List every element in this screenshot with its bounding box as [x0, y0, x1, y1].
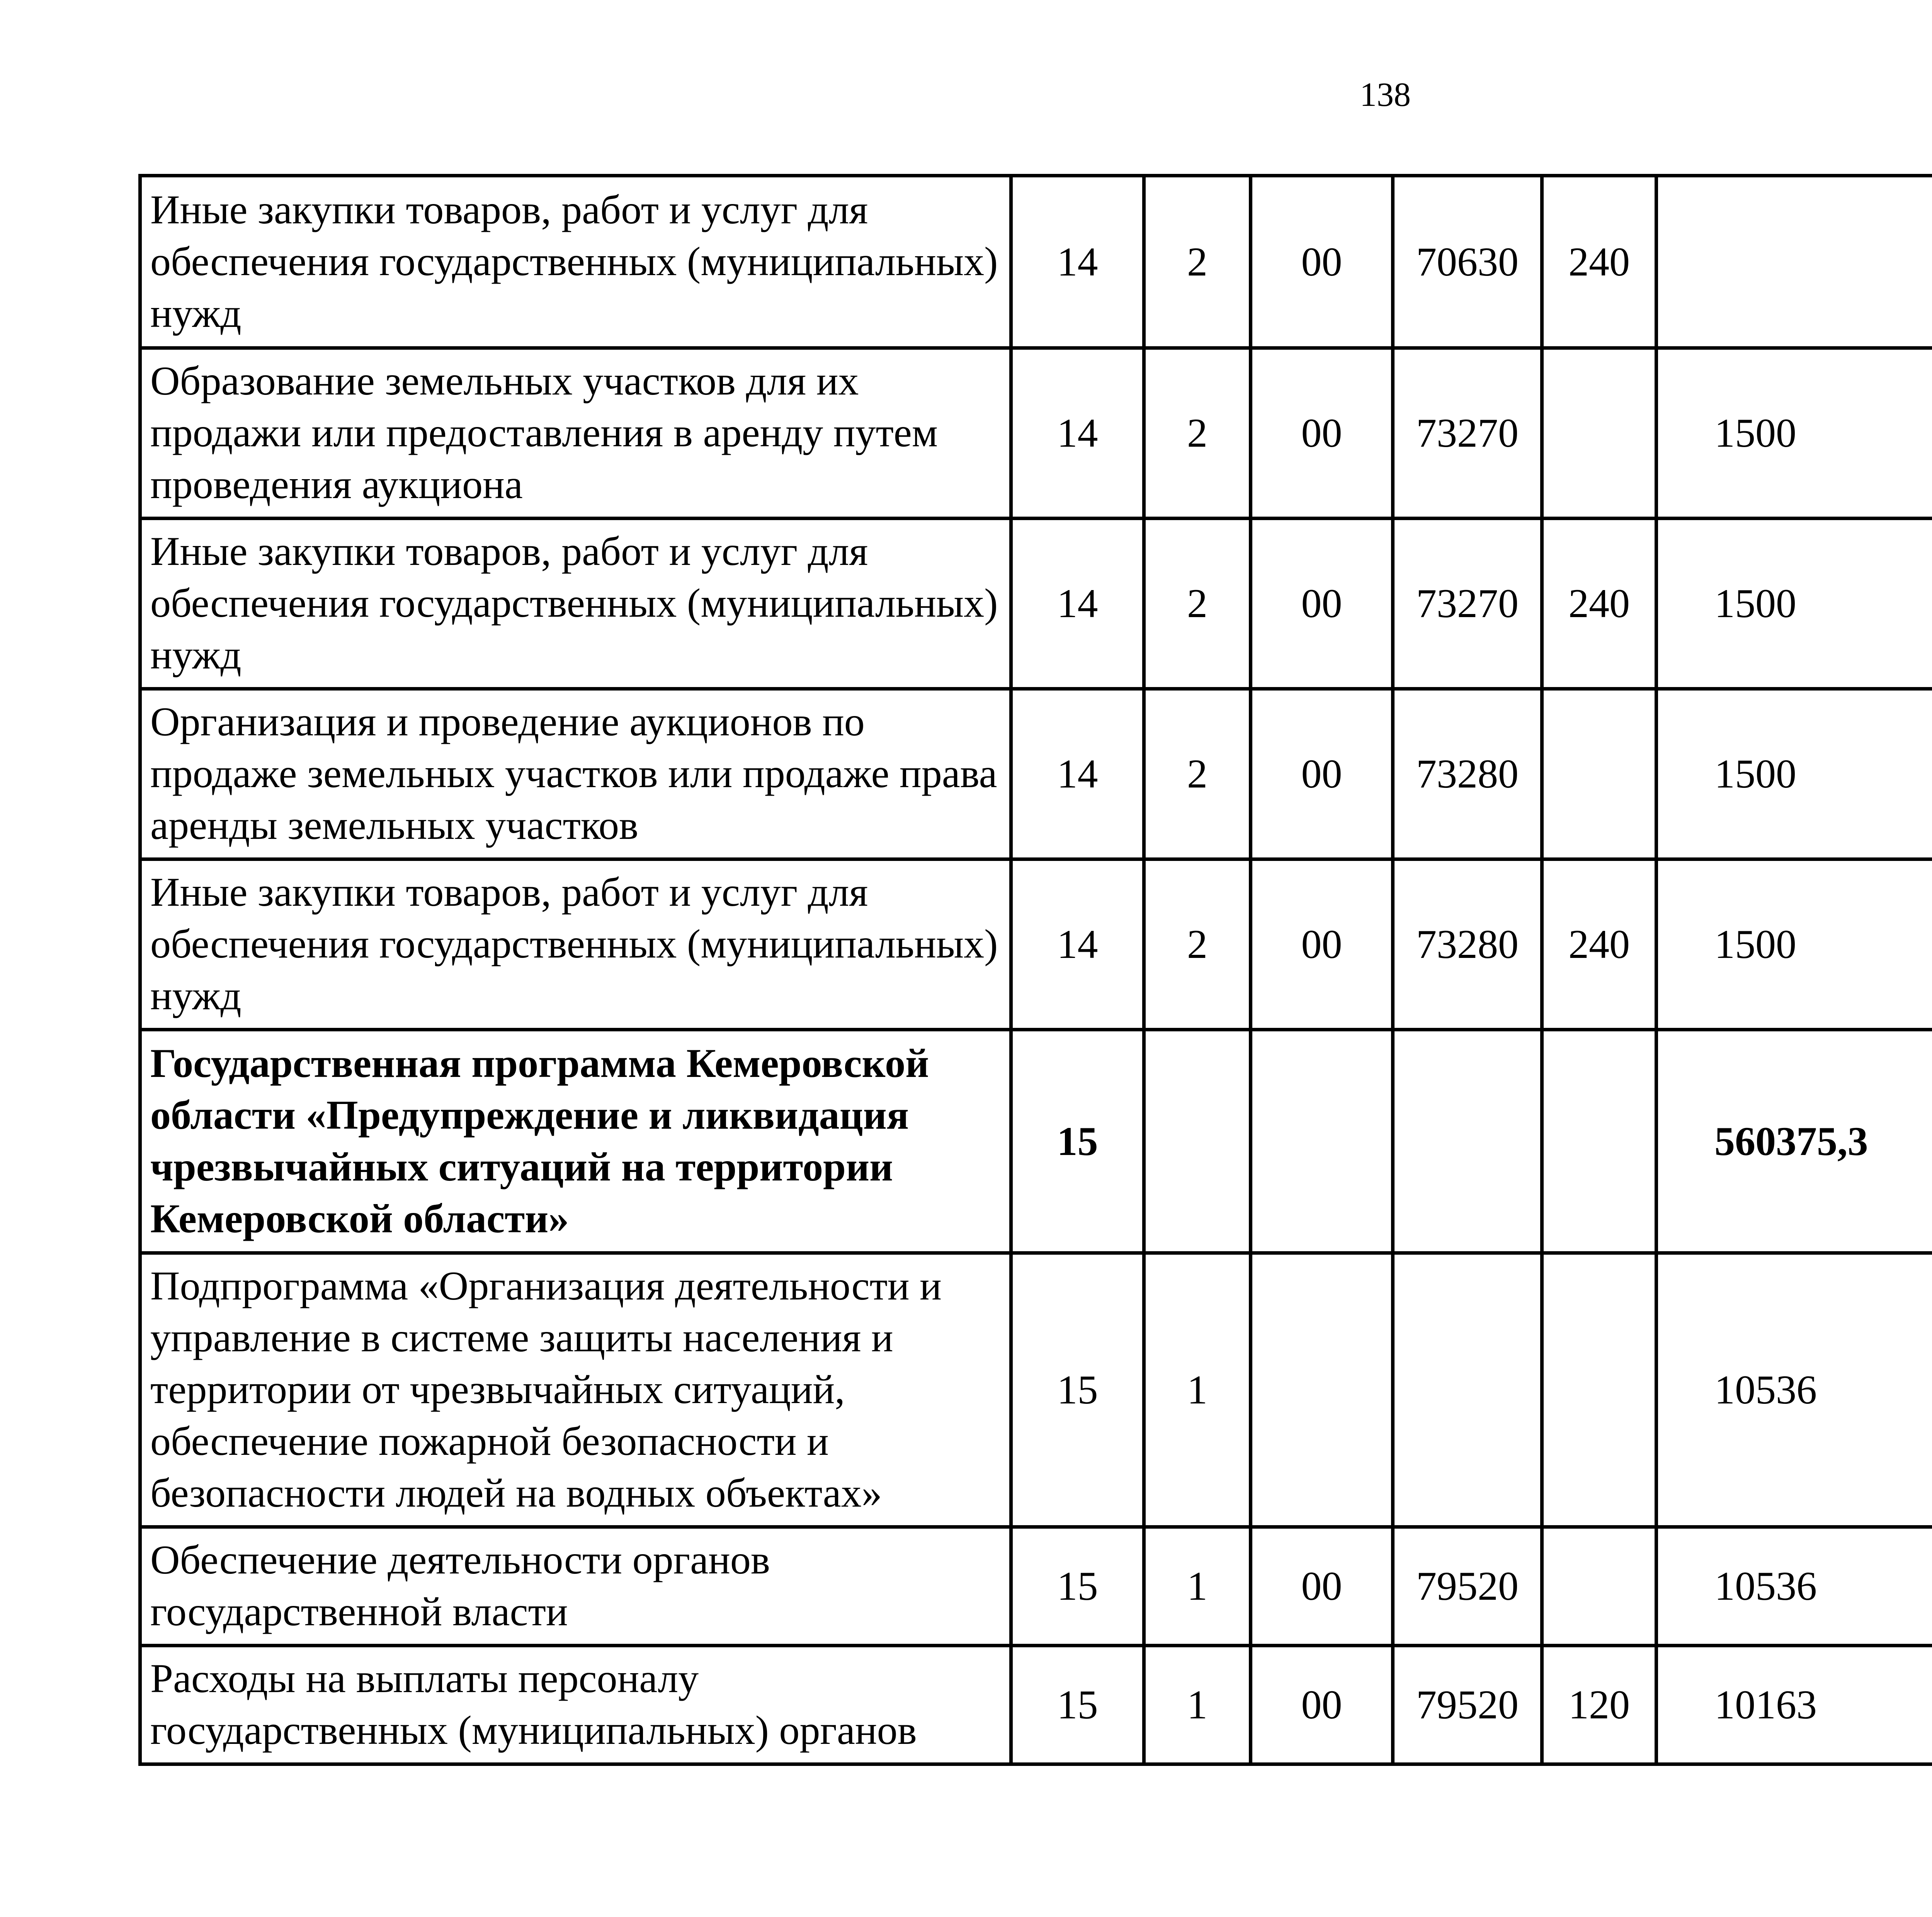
group-code: 00 [1251, 348, 1393, 519]
expense-type-code: 240 [1542, 859, 1656, 1030]
table-row [140, 176, 1932, 348]
section-code: 14 [1011, 348, 1144, 519]
amount-year-1 [1656, 176, 1932, 348]
row-name: Иные закупки товаров, работ и услуг для обеспечения государственных (муниципальных) нужд [140, 859, 1011, 1030]
amount-year-1: 1500 [1656, 859, 1932, 1030]
budget-table [138, 174, 1932, 1766]
page-number: 138 [1360, 76, 1411, 114]
section-code: 15 [1011, 1253, 1144, 1527]
subprogram-code: 2 [1144, 689, 1251, 859]
expense-type-code: 240 [1542, 176, 1656, 348]
amount-year-1: 10163 [1656, 1646, 1932, 1764]
expense-type-code: 240 [1542, 519, 1656, 689]
section-code: 14 [1011, 859, 1144, 1030]
amount-year-1: 10536 [1656, 1253, 1932, 1527]
subprogram-code: 2 [1144, 859, 1251, 1030]
group-code: 00 [1251, 689, 1393, 859]
row-name: Иные закупки товаров, работ и услуг для обеспечения государственных (муниципальных) нужд [140, 519, 1011, 689]
table-row [140, 1253, 1932, 1527]
section-code: 15 [1011, 1030, 1144, 1253]
direction-code: 73270 [1393, 519, 1542, 689]
amount-year-1: 1500 [1656, 348, 1932, 519]
group-code: 00 [1251, 176, 1393, 348]
table-row [140, 859, 1932, 1030]
table-row [140, 348, 1932, 519]
row-name: Государственная программа Кемеровской области «Предупреждение и ликвидация чрезвычайных ситуаций на территории Кемеровской области» [140, 1030, 1011, 1253]
section-code: 15 [1011, 1527, 1144, 1646]
group-code: 00 [1251, 1646, 1393, 1764]
group-code [1251, 1030, 1393, 1253]
subprogram-code: 2 [1144, 519, 1251, 689]
group-code: 00 [1251, 519, 1393, 689]
expense-type-code [1542, 1253, 1656, 1527]
expense-type-code [1542, 348, 1656, 519]
direction-code: 79520 [1393, 1527, 1542, 1646]
subprogram-code: 2 [1144, 176, 1251, 348]
table-row [140, 1646, 1932, 1764]
amount-year-1: 560375,3 [1656, 1030, 1932, 1253]
direction-code: 73280 [1393, 859, 1542, 1030]
direction-code [1393, 1030, 1542, 1253]
row-name: Образование земельных участков для их продажи или предоставления в аренду путем проведения аукциона [140, 348, 1011, 519]
direction-code: 73280 [1393, 689, 1542, 859]
table-row [140, 1527, 1932, 1646]
group-code: 00 [1251, 859, 1393, 1030]
expense-type-code [1542, 1030, 1656, 1253]
subprogram-code: 1 [1144, 1527, 1251, 1646]
table-row [140, 519, 1932, 689]
subprogram-code [1144, 1030, 1251, 1253]
row-name: Подпрограмма «Организация деятельности и управление в системе защиты населения и территории от чрезвычайных ситуаций, обеспечение пожарной безопасности и безопасности людей на водных объектах» [140, 1253, 1011, 1527]
direction-code: 79520 [1393, 1646, 1542, 1764]
direction-code [1393, 1253, 1542, 1527]
table-row-program [140, 1030, 1932, 1253]
subprogram-code: 1 [1144, 1646, 1251, 1764]
amount-year-1: 1500 [1656, 689, 1932, 859]
section-code: 14 [1011, 176, 1144, 348]
direction-code: 73270 [1393, 348, 1542, 519]
amount-year-1: 10536 [1656, 1527, 1932, 1646]
expense-type-code [1542, 1527, 1656, 1646]
table-row [140, 689, 1932, 859]
subprogram-code: 1 [1144, 1253, 1251, 1527]
amount-year-1: 1500 [1656, 519, 1932, 689]
subprogram-code: 2 [1144, 348, 1251, 519]
row-name: Обеспечение деятельности органов государственной власти [140, 1527, 1011, 1646]
section-code: 15 [1011, 1646, 1144, 1764]
direction-code: 70630 [1393, 176, 1542, 348]
group-code: 00 [1251, 1527, 1393, 1646]
row-name: Организация и проведение аукционов по продаже земельных участков или продаже права аренды земельных участков [140, 689, 1011, 859]
expense-type-code: 120 [1542, 1646, 1656, 1764]
expense-type-code [1542, 689, 1656, 859]
section-code: 14 [1011, 689, 1144, 859]
row-name: Расходы на выплаты персоналу государственных (муниципальных) органов [140, 1646, 1011, 1764]
group-code [1251, 1253, 1393, 1527]
section-code: 14 [1011, 519, 1144, 689]
row-name: Иные закупки товаров, работ и услуг для обеспечения государственных (муниципальных) нужд [140, 176, 1011, 348]
